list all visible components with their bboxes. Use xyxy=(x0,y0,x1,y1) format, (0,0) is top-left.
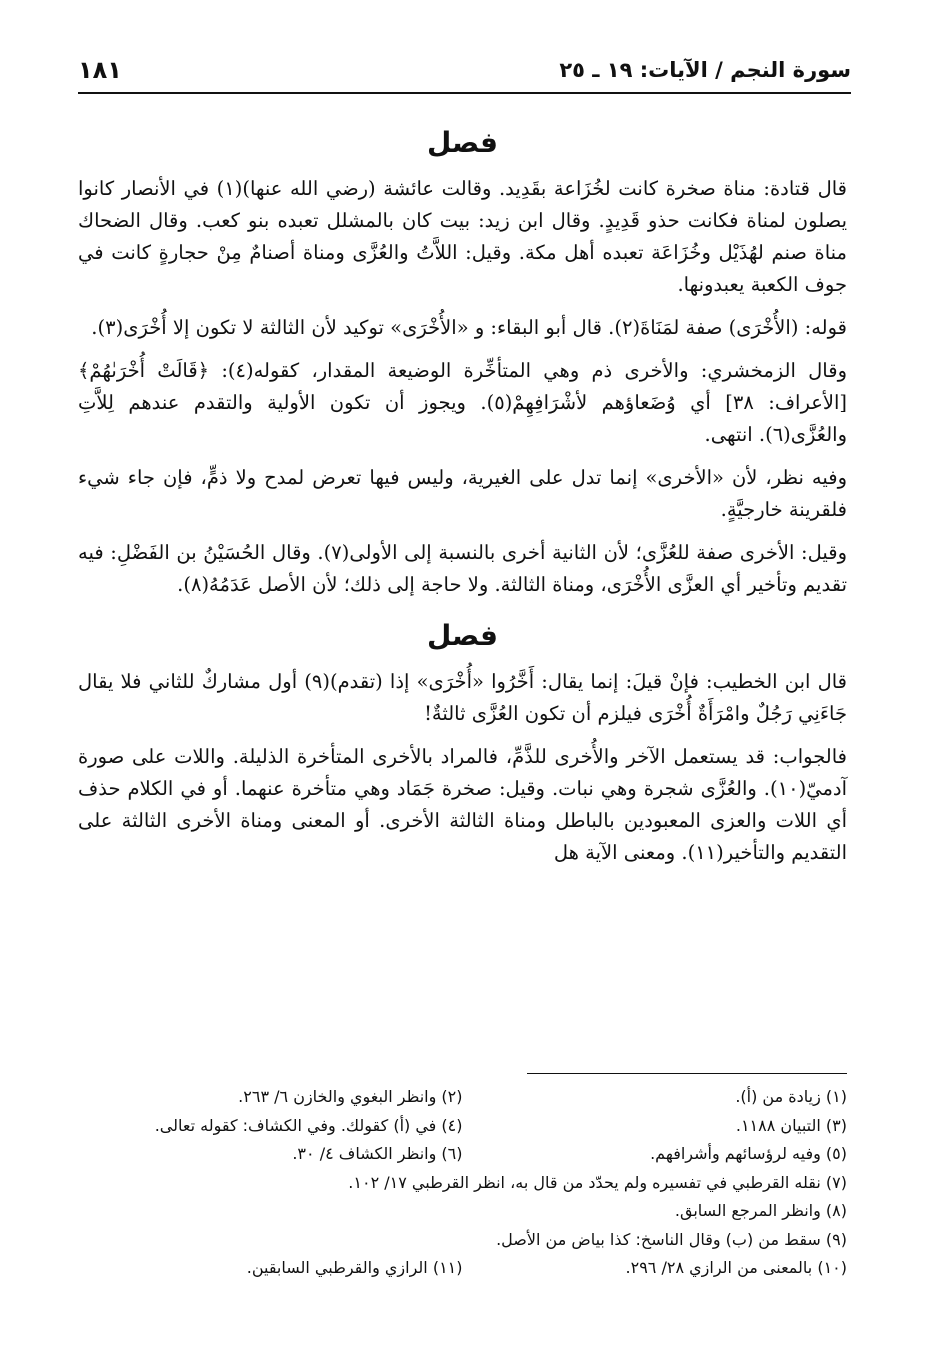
footnote: (٩) سقط من (ب) وقال الناسخ: كذا بياض من الأصل. xyxy=(496,1229,847,1249)
footnote-row xyxy=(78,1140,847,1169)
footnote: (١١) الرازي والقرطبي السابقين. xyxy=(246,1258,463,1277)
paragraph: قوله: (الأُخْرَى) صفة لمَنَاةَ(٢). قال أبو البقاء: و «الأُخْرَى» توكيد لأن الثالثة لا تكون إلا أُخْرَى(٣). xyxy=(91,316,847,339)
surah-title: سورة النجم / الآيات: ١٩ ـ ٢٥ xyxy=(559,58,851,82)
footnote: (٦) وانظر الكشاف ٤/ ٣٠. xyxy=(292,1144,463,1163)
footnote: (٣) التبيان ١١٨٨. xyxy=(735,1115,847,1135)
section-title: فصل xyxy=(427,126,498,159)
paragraph: فالجواب: قد يستعمل الآخر والأُخرى للذَّمِّ، فالمراد بالأخرى المتأخرة الذليلة. واللات على صورة آدميّ(١٠). والعُزَّى شجرة وهي نبات. وقيل: صخرة جَمَاد وهي متأخرة عنهما. أو في الكلام حذف أي اللات والعزى المعبودين بالباطل ومناة الثالثة الأخرى. أو المعنى ومناة الأخرى الثالثة على التقديم والتأخير(١١). ومعنى الآية هل xyxy=(78,745,847,864)
paragraph: قال قتادة: مناة صخرة كانت لخُزَاعة بقَدِيد. وقالت عائشة (رضي الله عنها)(١) في الأنصار كانوا يصلون لمناة فكانت حذو قَدِيدٍ. وقال ابن زيد: بيت كان بالمشلل تعبده بنو كعب. وقال الضحاك مناة صنم لهُذَيْل وخُزَاعَة تعبده أهل مكة. وقيل: اللاَّتُ والعُزَّى ومناة أصنامٌ مِنْ حجارةٍ كانت في جوف الكعبة يعبدونها. xyxy=(78,177,848,296)
paragraph: قال ابن الخطيب: فإنْ قيلَ: إنما يقال: أَخَّرُوا «أُخْرَى» إذا (تقدم)(٩) أول مشاركٌ للثاني فلا يقال جَاءَنِي رَجُلٌ وامْرَأَةٌ أُخْرَى فيلزم أن تكون العُزَّى ثالثةٌ! xyxy=(78,670,847,725)
header-rule xyxy=(78,92,851,94)
footnote: (١٠) بالمعنى من الرازي ٢٨/ ٢٩٦. xyxy=(625,1258,847,1277)
main-text xyxy=(78,120,847,880)
paragraph: وقيل: الأخرى صفة للعُزَّى؛ لأن الثانية أخرى بالنسبة إلى الأولى(٧). وقال الحُسَيْنُ بن الفَضْلِ: فيه تقديم وتأخير أي العزَّى الأُخْرَى، ومناة الثالثة. ولا حاجة إلى ذلك؛ لأن الأصل عَدَمُهُ(٨). xyxy=(78,541,848,596)
footnote: (١) زيادة من (أ). xyxy=(735,1087,847,1106)
section-title: فصل xyxy=(427,619,498,652)
footnote: (٨) وانظر المرجع السابق. xyxy=(674,1201,847,1220)
section xyxy=(78,619,847,869)
footnote: (٤) في (أ) كقولك. وفي الكشاف: كقوله تعالى. xyxy=(154,1115,463,1135)
footnote-row xyxy=(78,1226,847,1255)
footnotes xyxy=(78,1083,847,1283)
page-number: ١٨١ xyxy=(78,56,122,84)
paragraph: وقال الزمخشري: والأخرى ذم وهي المتأخِّرة الوضيعة المقدار، كقوله(٤): ﴿قَالَتْ أُخْرَىٰهُمْ﴾ [الأعراف: ٣٨] أي وُضَعاؤهم لأشْرَافِهِمْ(٥). ويجوز أن تكون الأولية والتقدم عندهم لِلاَّتِ والعُزَّى(٦). انتهى. xyxy=(78,359,848,446)
footnote: (٢) وانظر البغوي والخازن ٦/ ٢٦٣. xyxy=(238,1087,463,1106)
footnote: (٧) نقله القرطبي في تفسيره ولم يحدّد من قال به، انظر القرطبي ١٧/ ١٠٢. xyxy=(348,1172,847,1192)
footnote-row xyxy=(78,1169,847,1198)
footnote: (٥) وفيه لرؤسائهم وأشرافهم. xyxy=(650,1144,847,1163)
footnote-row xyxy=(78,1083,847,1112)
footnote-row xyxy=(78,1112,847,1141)
footnote-row xyxy=(78,1254,847,1283)
paragraph: وفيه نظر، لأن «الأخرى» إنما تدل على الغيرية، وليس فيها تعرض لمدح ولا ذمٍّ، فإن جاء شيء فلقرينة خارجيَّةٍ. xyxy=(78,466,847,521)
footnote-rule xyxy=(527,1073,847,1074)
section xyxy=(78,126,847,601)
running-header xyxy=(78,54,851,94)
footnote-row xyxy=(78,1197,847,1226)
